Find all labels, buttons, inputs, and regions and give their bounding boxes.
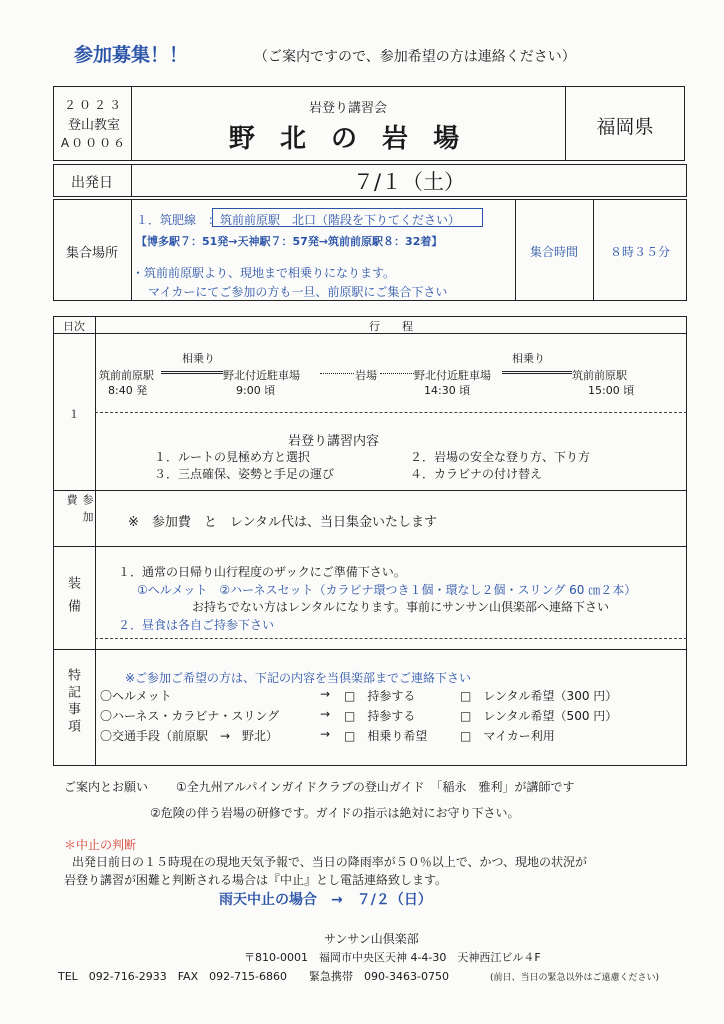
option-2-arrow: →: [320, 727, 331, 741]
guide-1: ①全九州アルパインガイドクラブの登山ガイド 「稲永 雅利」が講師です: [176, 780, 575, 794]
meeting-line4: マイカーにてご参加の方も一旦、前原駅にご集合下さい: [148, 285, 448, 299]
content-title: 岩登り講習内容: [288, 434, 380, 449]
club-address: 〒810-0001 福岡市中央区天神 4-4-30 天神西江ビル４F: [244, 951, 541, 964]
meeting-time-label: 集合時間: [529, 245, 578, 259]
stop-1-time: 9:00 頃: [236, 384, 276, 397]
option-2-item: 〇交通手段（前原駅 → 野北）: [100, 729, 279, 743]
equip-4: ２．昼食は各自ご持参下さい: [118, 618, 275, 632]
course-code: A０００６: [60, 136, 128, 150]
stop-0-name: 筑前前原駅: [99, 369, 154, 382]
equip-3: お持ちでない方はレンタルになります。事前にサンサン山倶楽部へ連絡下さい: [192, 600, 609, 614]
option-0-opt1[interactable]: □ 持参する: [344, 689, 416, 703]
club-name: サンサン山倶楽部: [324, 932, 419, 946]
rain-cancel-date: 雨天中止の場合 → ７/２（日）: [219, 892, 432, 908]
course-subtitle: 岩登り講習会: [308, 101, 387, 116]
day-number: １: [68, 408, 80, 421]
guide-2: ②危険の伴う岩場の研修です。ガイドの指示は絶対にお守り下さい。: [150, 806, 520, 820]
departure-date: ７/１（土）: [352, 170, 466, 194]
fee-label: 参加費: [65, 494, 94, 528]
stop-0-time: 8:40 発: [108, 384, 148, 397]
course-class: 登山教室: [67, 118, 120, 133]
meeting-label: 集合場所: [65, 246, 118, 261]
option-2-opt2[interactable]: □ マイカー利用: [460, 729, 555, 743]
option-0-arrow: →: [320, 687, 331, 701]
col-route: 行 程: [369, 320, 413, 333]
equip-label: 装備: [65, 576, 80, 622]
option-1-opt2[interactable]: □ レンタル希望（500 円）: [460, 709, 618, 723]
course-title: 野 北 の 岩 場: [228, 124, 468, 154]
notes-intro: ※ご参加ご希望の方は、下記の内容を当倶楽部までご連絡下さい: [125, 671, 472, 685]
cancel-title: ＊中止の判断: [64, 838, 137, 852]
carpool-label-1: 相乗り: [182, 352, 215, 365]
stop-4-name: 筑前前原駅: [572, 369, 627, 382]
carpool-label-2: 相乗り: [512, 352, 545, 365]
content-4: ４．カラビナの付け替え: [410, 467, 543, 481]
stop-3-time: 14:30 頃: [424, 384, 471, 397]
meeting-line3: ・筑前前原駅より、現地まで相乗りになります。: [132, 266, 396, 280]
recruit-title: 参加募集！！: [74, 44, 189, 66]
departure-label: 出発日: [71, 175, 113, 191]
recruit-note: （ご案内ですので、参加希望の方は連絡ください）: [254, 49, 576, 65]
meeting-time-value: ８時３５分: [609, 245, 670, 259]
equip-2: ①ヘルメット ②ハーネスセット（カラビナ環つき１個・環なし２個・スリング 60 ㎝２本）: [137, 583, 637, 597]
meeting-highlight: [212, 208, 483, 227]
cancel-line1: 出発日前日の１５時現在の現地天気予報で、当日の降雨率が５０％以上で、かつ、現地の状況が: [72, 855, 588, 869]
content-1: １．ルートの見極め方と選択: [154, 450, 311, 464]
stop-4-time: 15:00 頃: [588, 384, 635, 397]
option-1-arrow: →: [320, 707, 331, 721]
equip-1: １．通常の日帰り山行程度のザックにご準備下さい。: [118, 565, 406, 579]
club-contact-note: (前日、当日の緊急以外はご遠慮ください): [490, 973, 660, 983]
option-2-opt1[interactable]: □ 相乗り希望: [344, 729, 428, 743]
meeting-line2: 【博多駅７：51発→天神駅７：57発→筑前前原駅８：32着】: [136, 235, 443, 248]
option-0-opt2[interactable]: □ レンタル希望（300 円）: [460, 689, 618, 703]
guide-label: ご案内とお願い: [64, 780, 149, 794]
prefecture: 福岡県: [596, 116, 654, 138]
col-day: 日次: [63, 320, 85, 333]
option-1-opt1[interactable]: □ 持参する: [344, 709, 416, 723]
notes-label: 特記事項: [65, 668, 80, 736]
option-1-item: 〇ハーネス・カラビナ・スリング: [100, 709, 280, 723]
option-0-item: 〇ヘルメット: [100, 689, 172, 703]
stop-1-name: 野北付近駐車場: [223, 369, 300, 382]
content-3: ３．三点確保、姿勢と手足の運び: [154, 467, 335, 481]
stop-3-name: 野北付近駐車場: [414, 369, 491, 382]
fee-text: ※ 参加費 と レンタル代は、当日集金いたします: [128, 515, 438, 530]
club-contact: TEL 092-716-2933 FAX 092-715-6860 緊急携帯 090-3463-0750: [58, 970, 449, 983]
meeting-line1: １．筑肥線 ：筑前前原駅 北口（階段を下りてください）: [136, 213, 461, 227]
content-2: ２．岩場の安全な登り方、下り方: [410, 450, 591, 464]
course-year: ２０２３: [63, 98, 124, 112]
stop-2-name: 岩場: [355, 369, 377, 382]
cancel-line2: 岩登り講習が困難と判断される場合は『中止』とし電話連絡致します。: [64, 873, 448, 887]
